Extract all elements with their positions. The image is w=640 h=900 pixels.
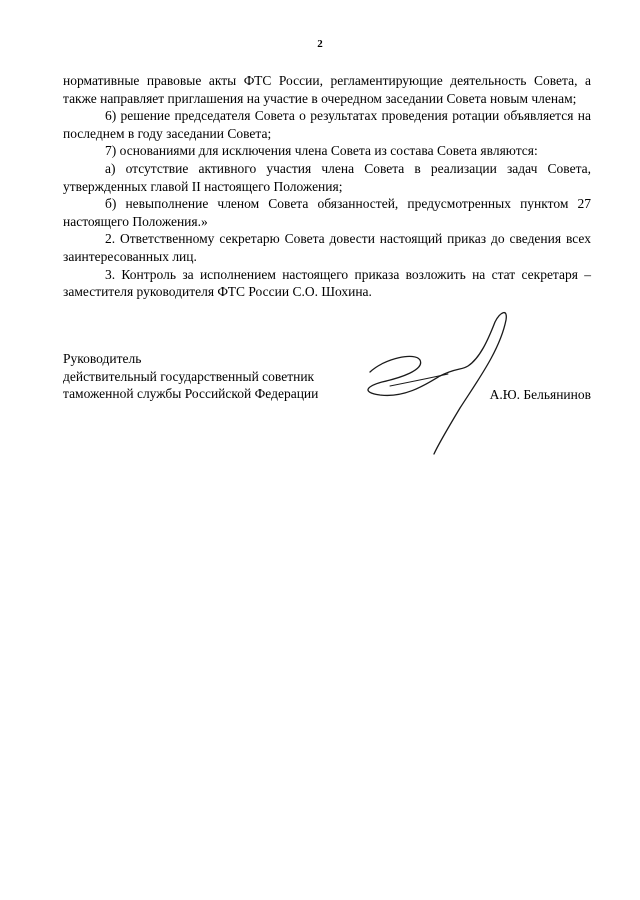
paragraph-order-2: 2. Ответственному секретарю Совета довести настоящий приказ до сведения всех заинтересованных лиц. (63, 231, 591, 264)
paragraph-item-6: 6) решение председателя Совета о результатах проведения ротации объявляется на последнем в году заседании Совета; (63, 108, 591, 141)
handwritten-signature (330, 300, 530, 460)
signer-rank-line2: таможенной службы Российской Федерации (63, 386, 319, 402)
paragraph-subitem-a: а) отсутствие активного участия члена Совета в реализации задач Совета, утвержденных главой II настоящего Положения; (63, 160, 591, 194)
signer-position-title: Руководитель (63, 351, 142, 366)
signer-name: А.Ю. Бельянинов (489, 387, 591, 402)
page-number: 2 (317, 38, 323, 50)
paragraph-item-7: 7) основаниями для исключения члена Совета из состава Совета являются: (105, 143, 538, 159)
document-body (63, 72, 591, 301)
paragraph-continuation: нормативные правовые акты ФТС России, регламентирующие деятельность Совета, а также направляет приглашения на участие в очередном заседании Совета новым членам; (63, 73, 591, 106)
paragraph-subitem-b: б) невыполнение членом Совета обязанностей, предусмотренных пунктом 27 настоящего Положения.» (63, 196, 591, 229)
signer-rank-line1: действительный государственный советник (63, 368, 315, 384)
paragraph-order-3: 3. Контроль за исполнением настоящего приказа возложить на стат секретаря – заместителя руководителя ФТС России С.О. Шохина. (63, 266, 591, 300)
